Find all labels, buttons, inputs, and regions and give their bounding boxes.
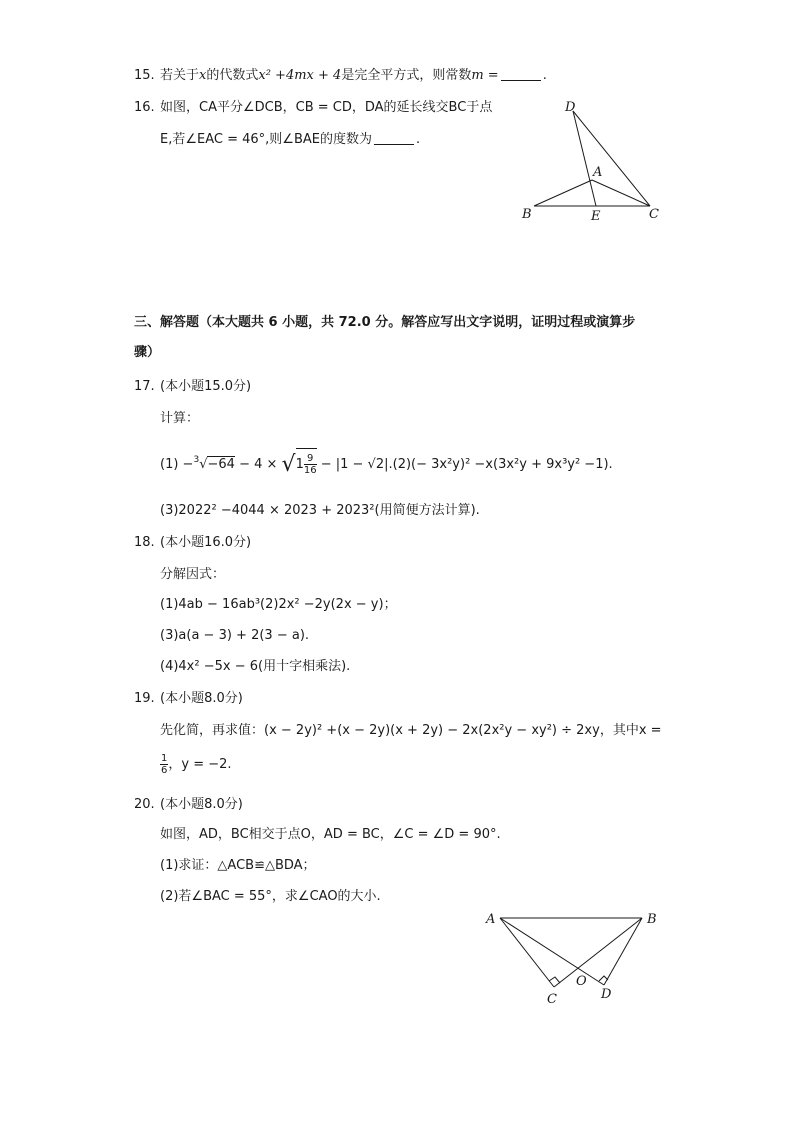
q20-part1: (1)求证：△ACB≌△BDA； bbox=[160, 858, 316, 873]
section3-heading-line1: 三、解答题（本大题共 6 小题，共 72.0 分。解答应写出文字说明，证明过程或演算步 bbox=[134, 315, 636, 330]
q17-instruction: 计算： bbox=[160, 411, 200, 426]
q17-whole: 1 bbox=[295, 457, 304, 472]
q17-p1-pre: (1) − bbox=[160, 457, 194, 472]
q16-segment-BA bbox=[534, 180, 592, 206]
q15-end: . bbox=[542, 68, 547, 83]
q19-frac-top: 1 bbox=[161, 753, 168, 764]
q18-part1: (1)4ab − 16ab³(2)2x² −2y(2x − y)； bbox=[160, 597, 397, 612]
q15-text-mid2: 是完全平方式，则常数 bbox=[341, 68, 472, 83]
q19-line2 bbox=[160, 752, 232, 778]
q16-number: 16. bbox=[134, 100, 155, 115]
q20-segment-AC bbox=[500, 918, 554, 987]
q15-text-mid1: 的代数式 bbox=[206, 68, 259, 83]
q18-instruction: 分解因式： bbox=[160, 567, 226, 582]
q16-label-D: D bbox=[565, 100, 576, 115]
q20-segment-DB bbox=[604, 918, 642, 985]
q16-label-C: C bbox=[649, 207, 659, 222]
q16-line1: 如图，CA平分∠DCB，CB = CD，DA的延长线交BC于点 bbox=[160, 100, 493, 115]
q18-part4: (4)4x² −5x − 6(用十字相乘法). bbox=[160, 659, 351, 674]
q20-figure bbox=[480, 905, 670, 1015]
q19-line1: 先化简，再求值：(x − 2y)² +(x − 2y)(x + 2y) − 2x(2x²y − xy²) ÷ 2xy，其中x = bbox=[160, 723, 662, 738]
q17-frac-top: 9 bbox=[304, 453, 317, 465]
q18-score: (本小题16.0分) bbox=[160, 535, 252, 550]
q16-label-A: A bbox=[593, 165, 603, 180]
q16-line2-pre: E,若∠EAC = 46°,则∠BAE的度数为 bbox=[160, 132, 372, 147]
q20-label-B: B bbox=[647, 912, 657, 927]
q17-root-value: −64 bbox=[207, 457, 235, 472]
q15-expr: x² +4mx + 4 bbox=[258, 68, 342, 83]
q19-score: (本小题8.0分) bbox=[160, 691, 243, 706]
q20-number: 20. bbox=[134, 797, 155, 812]
q15-text-pre: 若关于 bbox=[160, 68, 200, 83]
q16-segment-AC bbox=[592, 180, 650, 206]
q18-number: 18. bbox=[134, 535, 155, 550]
q17-p1-rest: − |1 − √2|.(2)(− 3x²y)² −x(3x²y + 9x³y² −1). bbox=[320, 457, 613, 472]
q17-part3: (3)2022² −4044 × 2023 + 2023²(用简便方法计算). bbox=[160, 503, 480, 518]
q20-part2: (2)若∠BAC = 55°，求∠CAO的大小. bbox=[160, 889, 381, 904]
q20-score: (本小题8.0分) bbox=[160, 797, 243, 812]
q16-line2 bbox=[160, 131, 420, 149]
q20-segment-CB bbox=[554, 918, 642, 987]
q17-root-index: 3 bbox=[193, 455, 200, 465]
q17-fraction bbox=[304, 453, 317, 476]
q16-line2-end: . bbox=[415, 132, 421, 147]
q20-label-A: A bbox=[486, 912, 496, 927]
q20-label-C: C bbox=[547, 992, 557, 1007]
q19-frac-bot: 6 bbox=[161, 765, 168, 776]
q20-label-D: D bbox=[601, 987, 612, 1002]
q16-answer-blank[interactable] bbox=[374, 132, 414, 145]
q17-score: (本小题15.0分) bbox=[160, 379, 252, 394]
section3-heading-line2: 骤） bbox=[134, 345, 161, 360]
q17-p1-mid: − 4 × bbox=[239, 457, 278, 472]
q20-segment-AD bbox=[500, 918, 604, 985]
q16-figure bbox=[510, 96, 670, 226]
q15-text bbox=[160, 67, 547, 85]
q16-label-B: B bbox=[522, 207, 532, 222]
q19-number: 19. bbox=[134, 691, 155, 706]
q20-label-O: O bbox=[576, 974, 587, 989]
q17-number: 17. bbox=[134, 379, 155, 394]
q17-mixed-number bbox=[296, 448, 317, 479]
q17-part1 bbox=[160, 448, 613, 479]
q15-number: 15. bbox=[134, 68, 155, 83]
q17-frac-bot: 16 bbox=[303, 465, 317, 476]
q16-label-E: E bbox=[591, 209, 601, 224]
q17-root-sign: √ bbox=[199, 457, 208, 472]
q18-part3: (3)a(a − 3) + 2(3 − a). bbox=[160, 628, 310, 643]
q17-big-root-sign: √ bbox=[281, 452, 296, 477]
q19-line2-rest: ，y = −2. bbox=[168, 757, 232, 772]
q15-answer-blank[interactable] bbox=[501, 68, 541, 81]
q15-x: x bbox=[199, 68, 207, 83]
q15-var: m = bbox=[471, 68, 499, 83]
q20-line1: 如图，AD，BC相交于点O，AD = BC，∠C = ∠D = 90°. bbox=[160, 827, 501, 842]
